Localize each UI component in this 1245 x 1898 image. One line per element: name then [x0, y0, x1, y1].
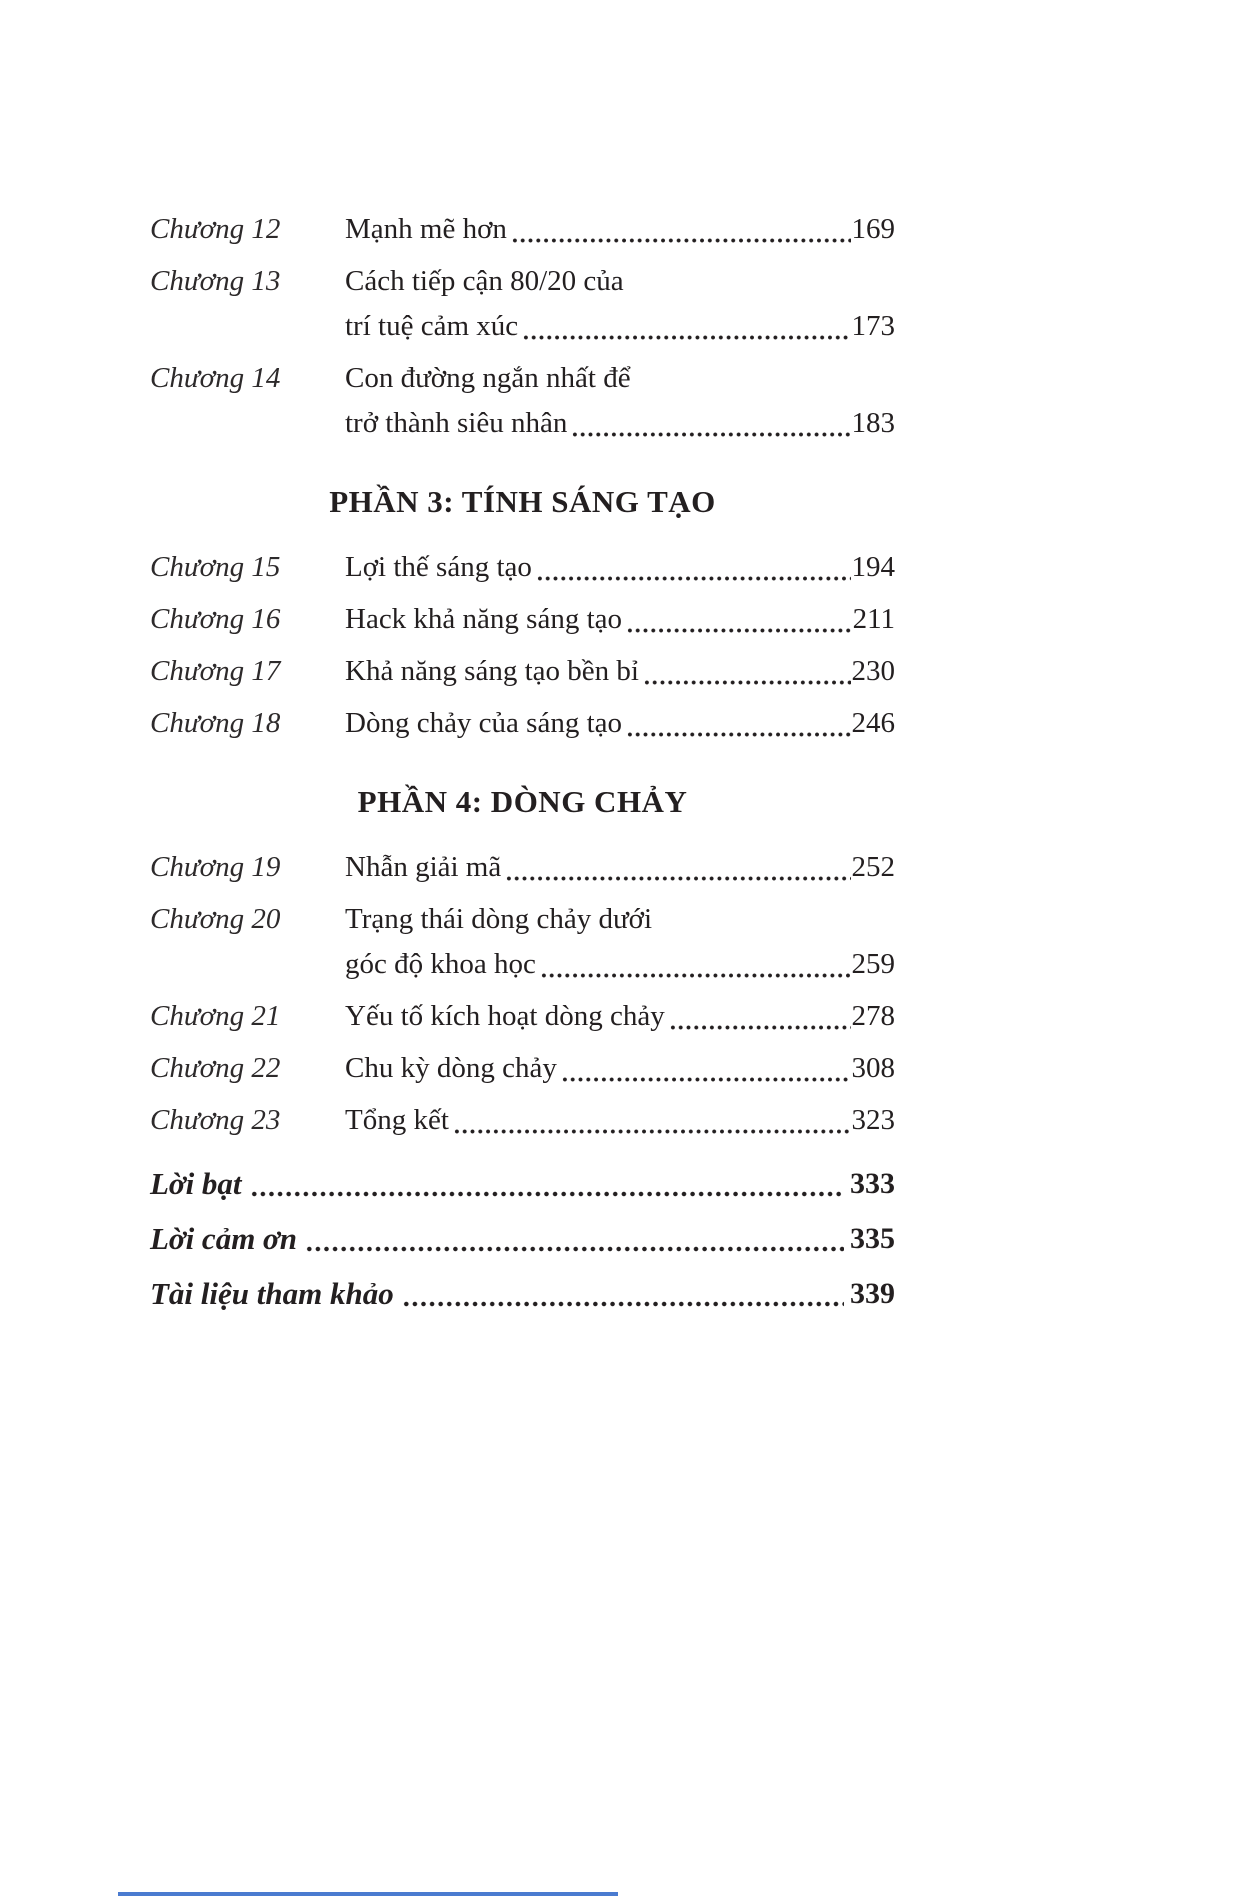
- leader-row: [345, 401, 895, 446]
- chapter-title-block: [345, 897, 895, 987]
- dot-leader: [571, 431, 850, 438]
- leader-row: [345, 994, 895, 1039]
- chapter-label: Chương 13: [150, 265, 281, 297]
- leader-row: [345, 597, 895, 642]
- page-number: 278: [851, 1000, 895, 1032]
- chapter-title: Mạnh mẽ hơn: [345, 213, 507, 245]
- page-number: 335: [850, 1222, 895, 1255]
- leader-row: [345, 1098, 895, 1143]
- dot-leader: [250, 1190, 844, 1198]
- chapter-title-block: [345, 259, 895, 349]
- dot-leader: [561, 1076, 851, 1083]
- chapter-title: Tổng kết: [345, 1104, 449, 1136]
- chapter-title-line: Con đường ngắn nhất để: [345, 362, 631, 394]
- back-matter-title: Lời bạt: [150, 1166, 242, 1201]
- dot-leader: [643, 679, 851, 686]
- section-heading: PHẦN 3: TÍNH SÁNG TẠO: [329, 484, 716, 519]
- bottom-accent-line: [118, 1892, 618, 1896]
- leader-row: [345, 545, 895, 590]
- chapter-title: trí tuệ cảm xúc: [345, 310, 519, 342]
- chapter-title: Hack khả năng sáng tạo: [345, 603, 623, 635]
- back-matter-entry: [150, 1216, 895, 1262]
- toc-entry: [150, 1046, 895, 1091]
- page-number: 230: [851, 655, 895, 687]
- page-number: 259: [851, 948, 895, 980]
- dot-leader: [453, 1128, 851, 1135]
- page-number: 173: [851, 310, 895, 342]
- chapter-label: Chương 19: [150, 851, 281, 883]
- chapter-title: Khả năng sáng tạo bền bỉ: [345, 655, 639, 687]
- back-matter-title: Tài liệu tham khảo: [150, 1276, 394, 1311]
- chapter-label: Chương 15: [150, 551, 281, 583]
- chapter-title-block: [345, 845, 895, 890]
- leader-row: [345, 942, 895, 987]
- chapter-label: Chương 21: [150, 1000, 281, 1032]
- leader-row: [345, 701, 895, 746]
- leader-row: [345, 649, 895, 694]
- page-number: 211: [852, 603, 895, 635]
- toc-entry: [150, 649, 895, 694]
- toc-entry: [150, 1098, 895, 1143]
- page-number: 169: [851, 213, 895, 245]
- page-number: 339: [850, 1277, 895, 1310]
- leader-row: [345, 304, 895, 349]
- section-heading: PHẦN 4: DÒNG CHẢY: [357, 784, 688, 819]
- leader-row: [345, 1046, 895, 1091]
- leader-row: [345, 845, 895, 890]
- dot-leader: [511, 237, 851, 244]
- chapter-title: trở thành siêu nhân: [345, 407, 568, 439]
- dot-leader: [626, 731, 850, 738]
- toc-entry: [150, 845, 895, 890]
- dot-leader: [626, 627, 852, 634]
- dot-leader: [669, 1024, 851, 1031]
- page-number: 323: [851, 1104, 895, 1136]
- chapter-title-block: [345, 701, 895, 746]
- chapter-label: Chương 23: [150, 1104, 281, 1136]
- toc-entry: [150, 259, 895, 349]
- chapter-label: Chương 18: [150, 707, 281, 739]
- page-number: 252: [851, 851, 895, 883]
- toc-entry: [150, 994, 895, 1039]
- page-number: 333: [850, 1167, 895, 1200]
- chapter-label: Chương 16: [150, 603, 281, 635]
- page-number: 183: [851, 407, 895, 439]
- chapter-title-block: [345, 545, 895, 590]
- chapter-label: Chương 17: [150, 655, 281, 687]
- dot-leader: [540, 972, 851, 979]
- chapter-title: Nhẫn giải mã: [345, 851, 502, 883]
- leader-row: [345, 207, 895, 252]
- back-matter-title: Lời cảm ơn: [150, 1221, 297, 1256]
- chapter-title: Lợi thế sáng tạo: [345, 551, 532, 583]
- toc-entry: [150, 356, 895, 446]
- chapter-title: Chu kỳ dòng chảy: [345, 1052, 557, 1084]
- back-matter: [150, 1161, 895, 1317]
- chapter-title-block: [345, 356, 895, 446]
- chapter-title: Dòng chảy của sáng tạo: [345, 707, 623, 739]
- chapter-title-line: Trạng thái dòng chảy dưới: [345, 903, 653, 935]
- chapter-label: Chương 22: [150, 1052, 281, 1084]
- dot-leader: [402, 1300, 844, 1308]
- chapter-label: Chương 20: [150, 903, 281, 935]
- chapter-label: Chương 14: [150, 362, 281, 394]
- chapter-label: Chương 12: [150, 213, 281, 245]
- chapter-title-block: [345, 994, 895, 1039]
- toc-entry: [150, 207, 895, 252]
- toc-entry: [150, 597, 895, 642]
- chapter-title-block: [345, 207, 895, 252]
- page-number: 246: [851, 707, 895, 739]
- page-number: 194: [851, 551, 895, 583]
- back-matter-entry: [150, 1161, 895, 1207]
- chapter-title-block: [345, 1098, 895, 1143]
- dot-leader: [305, 1245, 844, 1253]
- toc-entry: [150, 545, 895, 590]
- chapter-title: góc độ khoa học: [345, 948, 536, 980]
- dot-leader: [536, 575, 851, 582]
- page-number: 308: [851, 1052, 895, 1084]
- chapter-title: Yếu tố kích hoạt dòng chảy: [345, 1000, 665, 1032]
- chapter-title-block: [345, 1046, 895, 1091]
- dot-leader: [522, 334, 850, 341]
- chapter-title-line: Cách tiếp cận 80/20 của: [345, 265, 624, 297]
- toc-entry: [150, 701, 895, 746]
- toc-entry: [150, 897, 895, 987]
- chapter-title-block: [345, 649, 895, 694]
- chapter-title-block: [345, 597, 895, 642]
- back-matter-entry: [150, 1271, 895, 1317]
- dot-leader: [505, 875, 850, 882]
